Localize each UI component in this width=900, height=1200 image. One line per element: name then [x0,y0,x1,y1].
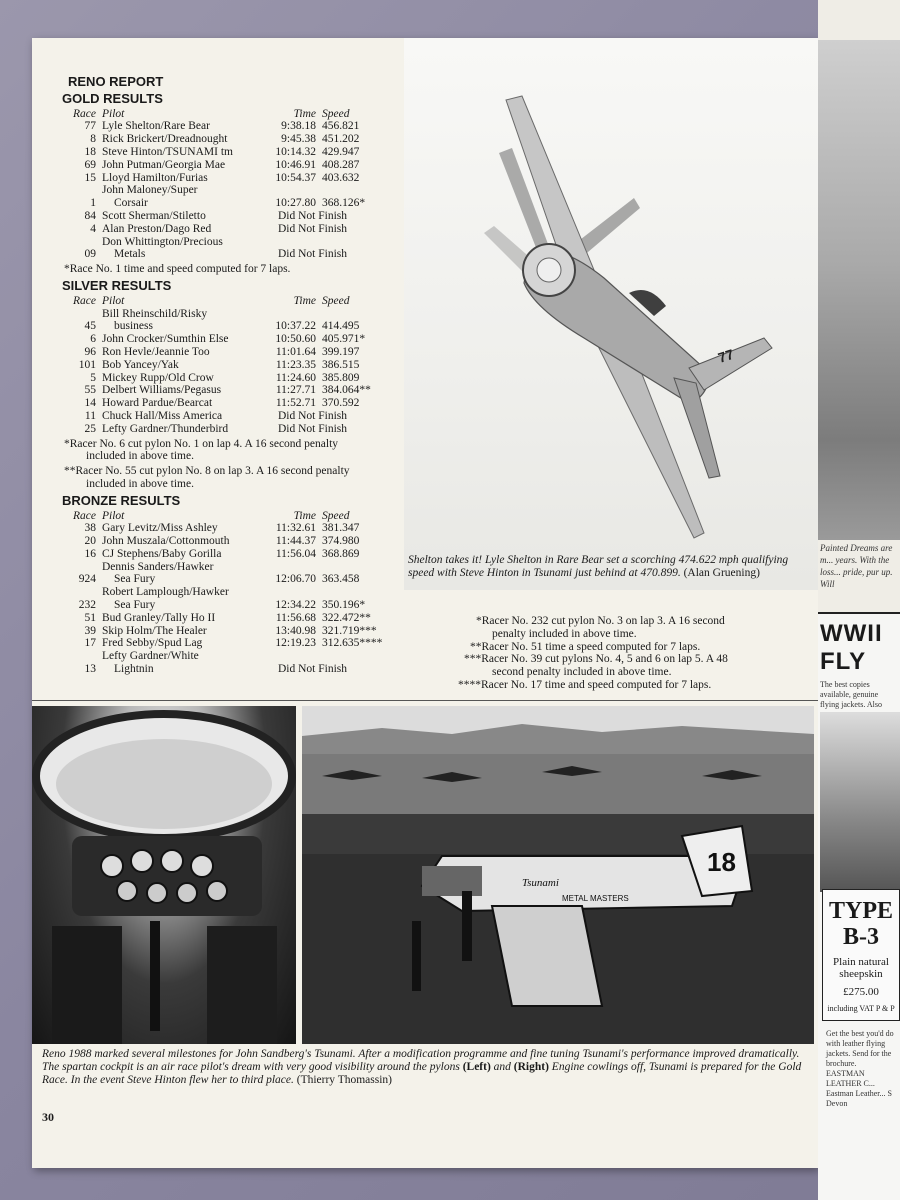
pilot-cell [102,359,264,372]
silver-note-1 [60,438,400,464]
time-header: Time [293,107,316,120]
race-time: 11:32.61 [275,522,316,535]
table-row [60,308,400,334]
table-row [60,561,400,587]
tail-number: 77 [715,345,736,366]
bronze-notes [408,615,808,692]
results-column [60,76,400,676]
silver-results-table [60,308,400,436]
pilot-cell [102,612,264,625]
pilot-name-cont: Metals [114,248,146,261]
race-number: 18 [84,145,96,158]
race-number: 4 [90,222,96,235]
main-photo-caption [408,554,798,580]
pilot-name: Ron Hevle/Jeannie Too [102,345,210,358]
race-number: 84 [84,209,96,222]
advert-product-box [822,889,900,1021]
race-number: 09 [84,248,96,261]
race-speed: 363.458 [322,573,360,586]
race-speed: 405.971* [322,333,366,346]
gold-note: *Race No. 1 time and speed computed for 7 laps. [64,263,291,276]
pilot-cell [102,223,264,236]
race-number: 55 [84,384,96,397]
pilot-name: John Maloney/Super [102,184,198,197]
table-row [60,172,400,185]
adjacent-photo [818,40,900,540]
race-number: 77 [84,120,96,133]
pilot-name: John Crocker/Sumthin Else [102,333,229,346]
race-time: 10:14.32 [275,145,316,158]
gauge [147,883,167,903]
race-speed: 374.980 [322,535,360,548]
race-number: 25 [84,422,96,435]
gold-results-table [60,120,400,261]
race-speed: 368.869 [322,547,360,560]
race-number: 11 [84,409,96,422]
race-time: 10:54.37 [275,171,316,184]
pilot-cell [102,586,264,612]
pilot-name: Dennis Sanders/Hawker [102,560,214,573]
bronze-header-row [60,510,400,523]
speed-header: Speed [322,509,350,522]
race-speed: 312.635**** [322,637,383,650]
tsunami-wing [492,906,602,1006]
race-number: 69 [84,158,96,171]
pilot-name: Lefty Gardner/White [102,650,199,663]
race-time: 11:56.04 [275,547,316,560]
race-number: 13 [84,663,96,676]
table-row [60,210,400,223]
race-speed: 321.719*** [322,624,377,637]
pilot-cell [102,522,264,535]
race-number: 96 [84,345,96,358]
pilot-name: Bill Rheinschild/Risky [102,307,208,320]
race-time: 9:38.18 [281,120,316,133]
pilot-cell [102,236,264,262]
race-number: 14 [84,397,96,410]
silver-results-title: SILVER RESULTS [62,277,172,293]
race-time: 12:19.23 [275,637,316,650]
pilot-name: John Muszala/Cottonmouth [102,535,230,548]
pilot-cell [102,184,264,210]
pilot-name: Lloyd Hamilton/Furias [102,171,208,184]
did-not-finish: Did Not Finish [278,663,348,676]
did-not-finish: Did Not Finish [278,248,348,261]
race-time: 10:50.60 [275,333,316,346]
magazine-page [32,38,818,1168]
race-number: 15 [84,171,96,184]
table-row [60,397,400,410]
advert-vat: including VAT P & P [827,1004,895,1013]
canopy-glass [56,739,272,829]
race-time: 13:40.98 [275,624,316,637]
pilot-name: Mickey Rupp/Old Crow [102,371,214,384]
pilot-name: CJ Stephens/Baby Gorilla [102,547,222,560]
caption-and: and [493,1061,511,1073]
pilot-cell [102,172,264,185]
table-row [60,548,400,561]
did-not-finish: Did Not Finish [278,422,348,435]
race-speed: 385.809 [322,371,360,384]
pilot-cell [102,120,264,133]
gold-results-title: GOLD RESULTS [62,90,163,106]
gauge [101,855,123,877]
race-number: 16 [84,547,96,560]
sponsor-label: METAL MASTERS [562,894,629,903]
pilot-name: Gary Levitz/Miss Ashley [102,522,218,535]
section-divider [32,700,818,701]
race-time: 10:37.22 [275,320,316,333]
silver-note-2 [60,465,400,491]
pilot-cell [102,410,264,423]
gauge [177,883,197,903]
plane-name-label: Tsunami [522,877,559,889]
bronze-note-3: ***Racer No. 39 cut pylons No. 4, 5 and 6 on lap 5. A 48 [464,653,728,666]
table-row [60,333,400,346]
race-speed: 408.287 [322,158,360,171]
rare-bear-aircraft-image [404,38,818,558]
race-number: 6 [90,333,96,346]
note-line: included in above time. [86,450,194,463]
pilot-cell [102,333,264,346]
table-row [60,223,400,236]
pilot-name: Rick Brickert/Dreadnought [102,133,228,146]
race-speed: 386.515 [322,358,360,371]
pilot-cell [102,346,264,359]
caption-part1: Reno 1988 marked several milestones for John Sandberg's Tsunami. After a modification programme and fine tuning Tsunami's performance improved dramatically. The spartan cockpit is an air race pilot's dream with very good visibility around the pylons [42,1048,800,1073]
pilot-cell [102,397,264,410]
bronze-note-1: *Racer No. 232 cut pylon No. 3 on lap 3. A 16 second [476,615,725,627]
mechanic [412,921,421,991]
race-speed: 384.064** [322,384,371,397]
table-row [60,423,400,436]
note-line: *Racer No. 6 cut pylon No. 1 on lap 4. A 16 second penalty [64,437,339,450]
caption-right-label: (Right) [513,1061,549,1073]
pilot-cell [102,159,264,172]
race-time: 11:01.64 [275,345,316,358]
race-speed: 368.126* [322,197,366,210]
bottom-caption [42,1048,802,1087]
table-row [60,120,400,133]
bronze-results-table [60,522,400,676]
page-number: 30 [42,1110,54,1124]
pilot-name: Scott Sherman/Stiletto [102,209,206,222]
race-number: 39 [84,624,96,637]
speed-header: Speed [322,294,350,307]
race-time: 11:27.71 [275,384,316,397]
race-speed: 370.592 [322,397,360,410]
speed-header: Speed [322,107,350,120]
table-row [60,522,400,535]
left-sidewall [52,926,122,1044]
pilot-name: Lyle Shelton/Rare Bear [102,120,210,133]
did-not-finish: Did Not Finish [278,409,348,422]
caption-part2: Engine cowlings off, Tsunami is prepared for the Gold Race. In the event Steve Hinton flew her to third place. [42,1061,802,1086]
race-speed: 403.632 [322,171,360,184]
pilot-cell [102,650,264,676]
race-speed: 350.196* [322,599,366,612]
race-number: 51 [84,611,96,624]
pilot-name-cont: Sea Fury [114,599,156,612]
race-number: 924 [78,573,96,586]
pilot-cell [102,423,264,436]
jacket-advert [818,612,900,1200]
pilot-name: Skip Holm/The Healer [102,624,207,637]
table-row [60,410,400,423]
mechanic [462,891,472,961]
pilot-cell [102,308,264,334]
bronze-note-2: **Racer No. 51 time a speed computed for 7 laps. [470,640,701,653]
race-time: 11:44.37 [275,535,316,548]
cockpit-photo [32,706,296,1044]
table-row [60,184,400,210]
race-time: 12:34.22 [275,599,316,612]
gauge [131,850,153,872]
race-speed: 381.347 [322,522,360,535]
pilot-cell [102,548,264,561]
pilot-name: Delbert Williams/Pegasus [102,384,222,397]
pilot-cell [102,146,264,159]
race-time: 11:24.60 [275,371,316,384]
table-row [60,384,400,397]
pilot-name: Fred Sebby/Spud Lag [102,637,203,650]
pilot-name-cont: business [114,320,153,333]
pilot-header: Pilot [102,509,125,522]
table-row [60,650,400,676]
control-stick [150,921,160,1031]
table-row [60,346,400,359]
pilot-name: John Putman/Georgia Mae [102,158,226,171]
pilot-cell [102,372,264,385]
pilot-name: Bud Granley/Tally Ho II [102,611,216,624]
race-number: 8 [90,133,96,146]
pilot-name: Chuck Hall/Miss America [102,409,223,422]
pilot-name: Bob Yancey/Yak [102,358,179,371]
race-number: 101 [78,358,96,371]
exposed-engine [422,866,482,896]
table-row [60,359,400,372]
table-row [60,159,400,172]
pilot-cell [102,637,264,650]
race-number: 17 [84,637,96,650]
caption-text: Shelton takes it! Lyle Shelton in Rare Bear set a scorching 474.622 mph qualifying speed with Steve Hinton in Tsunami just behind at 470.899. [408,554,789,579]
airfield [302,754,814,814]
pilot-header: Pilot [102,294,125,307]
time-header: Time [293,509,316,522]
adjacent-caption: Painted Dreams are m... years. With the loss... pride, pur up. Will [820,543,893,589]
bronze-note-4: ****Racer No. 17 time and speed computed for 7 laps. [458,678,712,691]
pilot-name: Alan Preston/Dago Red [102,222,212,235]
race-time: 11:52.71 [275,397,316,410]
advert-photo [820,712,900,892]
pilot-name-cont: Sea Fury [114,573,156,586]
pilot-cell [102,210,264,223]
race-time: 9:45.38 [281,133,316,146]
did-not-finish: Did Not Finish [278,209,348,222]
pilot-name: Don Whittington/Precious [102,235,223,248]
adjacent-page [818,0,900,1200]
race-header: Race [73,509,96,522]
race-number: 20 [84,535,96,548]
caption-left-label: (Left) [462,1061,491,1073]
race-number: 232 [78,599,96,612]
race-speed: 451.202 [322,133,360,146]
pilot-header: Pilot [102,107,125,120]
pilot-cell [102,535,264,548]
race-speed: 399.197 [322,345,360,358]
bronze-results-title: BRONZE RESULTS [62,492,181,508]
cockpit-image [32,706,296,1044]
caption-credit: (Thierry Thomassin) [296,1074,393,1086]
did-not-finish: Did Not Finish [278,222,348,235]
race-speed: 322.472** [322,611,371,624]
right-sidewall [207,926,277,1044]
race-header: Race [73,107,96,120]
pilot-cell [102,384,264,397]
pilot-name: Robert Lamplough/Hawker [102,586,229,599]
pilot-cell [102,561,264,587]
table-row [60,372,400,385]
rare-bear-photo [404,38,818,590]
advert-footer: Get the best you'd do with leather flying jackets. Send for the brochure. EASTMAN LEATHER C... Eastman Leather... S Devon [826,1029,894,1108]
race-number-18: 18 [707,847,736,877]
gold-header-row [60,108,400,121]
pilot-name-cont: Lightnin [114,663,154,676]
vertical-tail [674,378,720,478]
table-row [60,612,400,625]
pilot-cell [102,625,264,638]
note-line: included in above time. [86,477,194,490]
report-title: RENO REPORT [68,74,164,89]
gauge [191,855,213,877]
time-header: Time [293,294,316,307]
race-number: 1 [90,197,96,210]
table-row [60,637,400,650]
pilot-name: Howard Pardue/Bearcat [102,397,213,410]
note-line: **Racer No. 55 cut pylon No. 8 on lap 3. A 16 second penalty [64,465,350,478]
advert-title: WWII FLY [820,620,883,675]
advert-tagline: The best copies available, genuine flying jackets. Also [820,680,882,709]
advert-product-type: TYPE B-3 [828,898,893,950]
advert-description: Plain natural sheepskin [833,956,889,980]
table-row [60,535,400,548]
pilot-name-cont: Corsair [114,197,148,210]
photo-credit: (Alan Gruening) [683,567,760,579]
spinner [537,258,561,282]
bronze-note-1-cont: penalty included in above time. [492,627,637,640]
pilot-cell [102,133,264,146]
gauge [161,850,183,872]
race-time: 12:06.70 [275,573,316,586]
tsunami-pits-photo [302,706,814,1044]
advert-price: £275.00 [843,986,879,998]
race-number: 5 [90,371,96,384]
table-row [60,133,400,146]
table-row [60,625,400,638]
bronze-note-3-cont: second penalty included in above time. [492,666,672,679]
race-time: 10:27.80 [275,197,316,210]
gauge [207,881,227,901]
race-time: 11:56.68 [275,611,316,624]
race-speed: 429.947 [322,145,360,158]
pilot-name: Lefty Gardner/Thunderbird [102,422,229,435]
race-time: 10:46.91 [275,158,316,171]
race-speed: 456.821 [322,120,360,133]
race-header: Race [73,294,96,307]
gauge [117,881,137,901]
table-row [60,586,400,612]
race-speed: 414.495 [322,320,360,333]
race-number: 45 [84,320,96,333]
race-number: 38 [84,522,96,535]
pits-image [302,706,814,1044]
table-row [60,236,400,262]
race-time: 11:23.35 [275,358,316,371]
instrument-panel [72,836,262,916]
silver-header-row [60,295,400,308]
pilot-name: Steve Hinton/TSUNAMI tm [102,145,233,158]
table-row [60,146,400,159]
